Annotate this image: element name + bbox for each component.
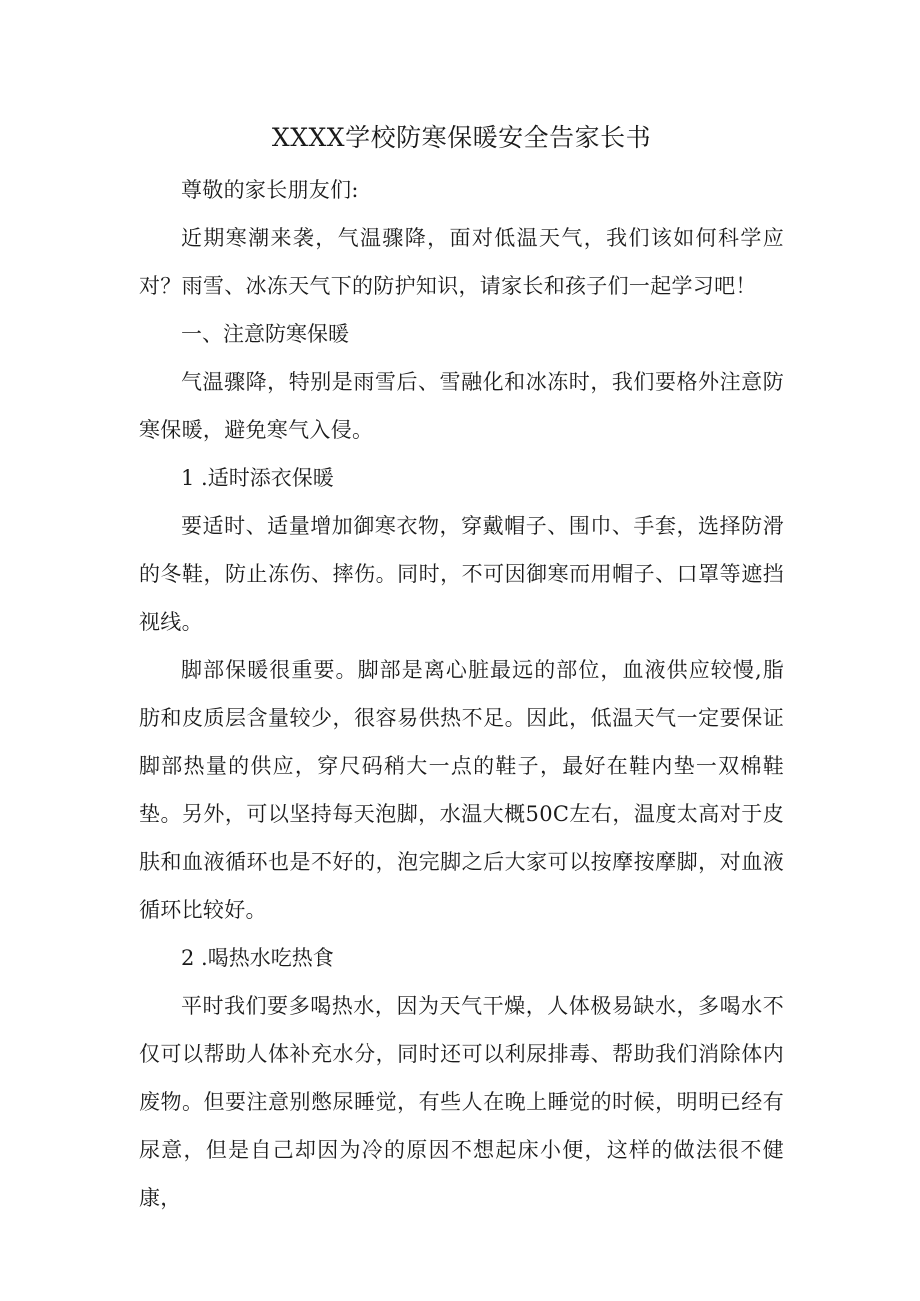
item-1-paragraph: 要适时、适量增加御寒衣物，穿戴帽子、围巾、手套，选择防滑的冬鞋，防止冻伤、摔伤。同时，不可因御寒而用帽子、口罩等遮挡视线。 <box>139 514 784 634</box>
intro-paragraph: 近期寒潮来袭，气温骤降，面对低温天气，我们该如何科学应对？雨雪、冰冻天气下的防护知识，请家长和孩子们一起学习吧！ <box>139 226 784 298</box>
item-2-heading: 2 .喝热水吃热食 <box>181 946 334 970</box>
section-1-heading: 一、注意防寒保暖 <box>181 322 349 346</box>
item-1-heading: 1 .适时添衣保暖 <box>181 466 334 490</box>
item-1-paragraph-2: 脚部保暖很重要。脚部是离心脏最远的部位，血液供应较慢,脂肪和皮质层含量较少，很容易供热不足。因此，低温天气一定要保证脚部热量的供应，穿尺码稍大一点的鞋子，最好在鞋内垫一双棉鞋垫。另外，可以坚持每天泡脚，水温大概50C左右，温度太高对于皮肤和血液循环也是不好的，泡完脚之后大家可以按摩按摩脚，对血液循环比较好。 <box>139 658 784 922</box>
document-body <box>139 118 784 1222</box>
document-title: XXXX学校防寒保暖安全告家长书 <box>271 123 652 152</box>
greeting: 尊敬的家长朋友们: <box>181 178 359 202</box>
section-1-paragraph: 气温骤降，特别是雨雪后、雪融化和冰冻时，我们要格外注意防寒保暖，避免寒气入侵。 <box>139 370 784 442</box>
item-2-paragraph: 平时我们要多喝热水，因为天气干燥，人体极易缺水，多喝水不仅可以帮助人体补充水分，同时还可以利尿排毒、帮助我们消除体内废物。但要注意别憋尿睡觉，有些人在晚上睡觉的时候，明明已经有尿意，但是自己却因为冷的原因不想起床小便，这样的做法很不健康， <box>139 994 784 1210</box>
